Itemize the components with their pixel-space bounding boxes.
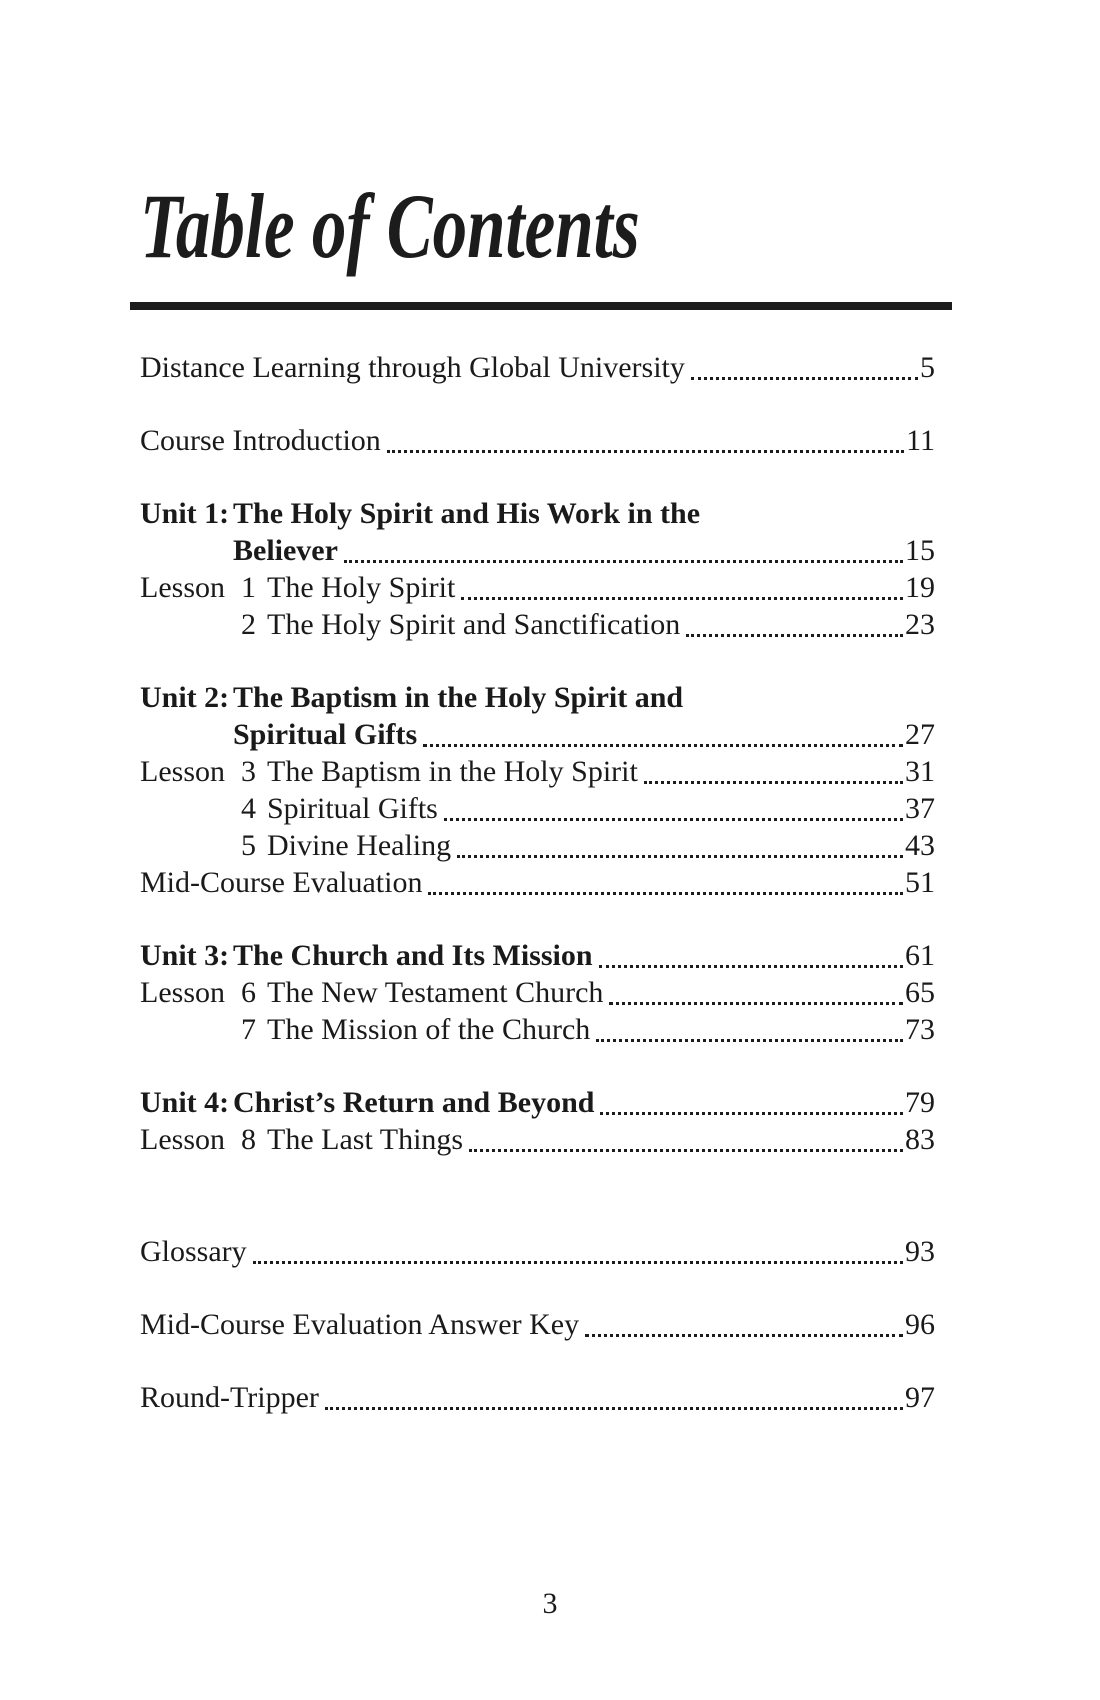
lesson-title: The New Testament Church xyxy=(267,976,604,1009)
toc-lesson-entry xyxy=(140,606,935,643)
dot-leader xyxy=(444,818,903,821)
lesson-number: 6 xyxy=(241,976,256,1009)
page-number: 23 xyxy=(905,608,935,641)
toc-lesson-entry xyxy=(140,1121,935,1158)
back-entry-block xyxy=(140,1233,935,1270)
unit-title-line1: The Holy Spirit and His Work in the xyxy=(233,497,701,530)
entry-title: Course Introduction xyxy=(140,424,381,457)
back-entry-block xyxy=(140,1379,935,1416)
dot-leader xyxy=(387,450,904,453)
lesson-number: 3 xyxy=(241,755,256,788)
unit-1-block xyxy=(140,495,935,643)
toc-lesson-entry xyxy=(140,974,935,1011)
entry-title: Glossary xyxy=(140,1235,247,1268)
title-underline-rule xyxy=(130,302,952,310)
toc-unit-entry xyxy=(140,679,935,753)
lesson-prefix xyxy=(140,606,233,643)
dot-leader xyxy=(457,855,903,858)
toc-entry xyxy=(140,349,935,386)
page-title: Table of Contents xyxy=(140,175,640,277)
lesson-title: The Holy Spirit and Sanctification xyxy=(267,608,681,641)
unit-title xyxy=(233,679,935,753)
lesson-prefix: Lesson xyxy=(140,1123,225,1156)
lesson-title: The Last Things xyxy=(267,1123,464,1156)
page-number: 43 xyxy=(905,829,935,862)
dot-leader xyxy=(644,781,903,784)
page-number: 31 xyxy=(905,755,935,788)
back-matter-group xyxy=(140,1233,935,1416)
toc-unit-entry xyxy=(140,495,935,569)
dot-leader xyxy=(325,1407,903,1410)
dot-leader xyxy=(344,560,903,563)
unit-title-line2: Believer xyxy=(233,534,338,567)
lesson-number: 4 xyxy=(241,792,256,825)
unit-title: The Church and Its Mission xyxy=(233,939,593,972)
unit-label: Unit 4: xyxy=(140,1086,230,1119)
front-entry-block xyxy=(140,349,935,386)
lesson-number: 5 xyxy=(241,829,256,862)
toc-entry xyxy=(140,422,935,459)
dot-leader xyxy=(609,1002,903,1005)
dot-leader xyxy=(686,634,903,637)
page-number: 19 xyxy=(905,571,935,604)
front-entry-block xyxy=(140,422,935,459)
dot-leader xyxy=(585,1334,903,1337)
entry-title: Round-Tripper xyxy=(140,1381,319,1414)
unit-2-block xyxy=(140,679,935,901)
lesson-title: The Mission of the Church xyxy=(267,1013,591,1046)
lesson-number: 1 xyxy=(241,571,256,604)
toc-entry xyxy=(140,1306,935,1343)
unit-title: Christ’s Return and Beyond xyxy=(233,1086,595,1119)
page-number: 93 xyxy=(905,1235,935,1268)
unit-4-block xyxy=(140,1084,935,1158)
page-number: 51 xyxy=(905,866,935,899)
lesson-prefix: Lesson xyxy=(140,976,225,1009)
table-of-contents xyxy=(140,349,935,1416)
lesson-prefix xyxy=(140,790,233,827)
lesson-prefix xyxy=(140,1011,233,1048)
footer-page-number: 3 xyxy=(542,1587,558,1620)
unit-title-line2-row xyxy=(233,532,935,569)
page-number: 37 xyxy=(905,792,935,825)
dot-leader xyxy=(253,1261,903,1264)
toc-unit-entry xyxy=(140,937,935,974)
unit-label: Unit 1: xyxy=(140,497,230,530)
dot-leader xyxy=(469,1149,903,1152)
toc-unit-entry xyxy=(140,1084,935,1121)
toc-lesson-entry xyxy=(140,569,935,606)
dot-leader xyxy=(691,377,918,380)
page-number: 11 xyxy=(906,424,935,457)
lesson-title: Spiritual Gifts xyxy=(267,792,438,825)
page-number: 96 xyxy=(905,1308,935,1341)
unit-title-line1: The Baptism in the Holy Spirit and xyxy=(233,681,684,714)
dot-leader xyxy=(428,892,903,895)
back-entry-block xyxy=(140,1306,935,1343)
entry-title: Mid-Course Evaluation xyxy=(140,866,423,899)
toc-entry xyxy=(140,1233,935,1270)
page-number: 79 xyxy=(905,1086,935,1119)
lesson-number: 8 xyxy=(241,1123,256,1156)
page-number: 61 xyxy=(905,939,935,972)
lesson-title: Divine Healing xyxy=(267,829,452,862)
lesson-prefix: Lesson xyxy=(140,755,225,788)
page-number: 65 xyxy=(905,976,935,1009)
toc-lesson-entry xyxy=(140,753,935,790)
page-number: 83 xyxy=(905,1123,935,1156)
lesson-prefix xyxy=(140,827,233,864)
unit-label: Unit 3: xyxy=(140,939,230,972)
unit-title-line2: Spiritual Gifts xyxy=(233,718,418,751)
entry-title: Mid-Course Evaluation Answer Key xyxy=(140,1308,580,1341)
toc-lesson-entry xyxy=(140,1011,935,1048)
dot-leader xyxy=(600,1112,903,1115)
dot-leader xyxy=(461,597,903,600)
lesson-number: 7 xyxy=(241,1013,256,1046)
entry-title: Distance Learning through Global University xyxy=(140,351,685,384)
lesson-title: The Baptism in the Holy Spirit xyxy=(267,755,638,788)
page-number: 5 xyxy=(920,351,935,384)
unit-title-line2-row xyxy=(233,716,935,753)
page-number: 73 xyxy=(905,1013,935,1046)
lesson-prefix: Lesson xyxy=(140,571,225,604)
page-number: 15 xyxy=(905,534,935,567)
lesson-title: The Holy Spirit xyxy=(267,571,456,604)
dot-leader xyxy=(423,744,903,747)
dot-leader xyxy=(599,965,903,968)
unit-label: Unit 2: xyxy=(140,681,230,714)
unit-title xyxy=(233,495,935,569)
lesson-number: 2 xyxy=(241,608,256,641)
toc-entry xyxy=(140,1379,935,1416)
page-number: 27 xyxy=(905,718,935,751)
unit-3-block xyxy=(140,937,935,1048)
dot-leader xyxy=(596,1039,903,1042)
toc-lesson-entry xyxy=(140,827,935,864)
toc-lesson-entry xyxy=(140,790,935,827)
toc-entry xyxy=(140,864,935,901)
page-number: 97 xyxy=(905,1381,935,1414)
